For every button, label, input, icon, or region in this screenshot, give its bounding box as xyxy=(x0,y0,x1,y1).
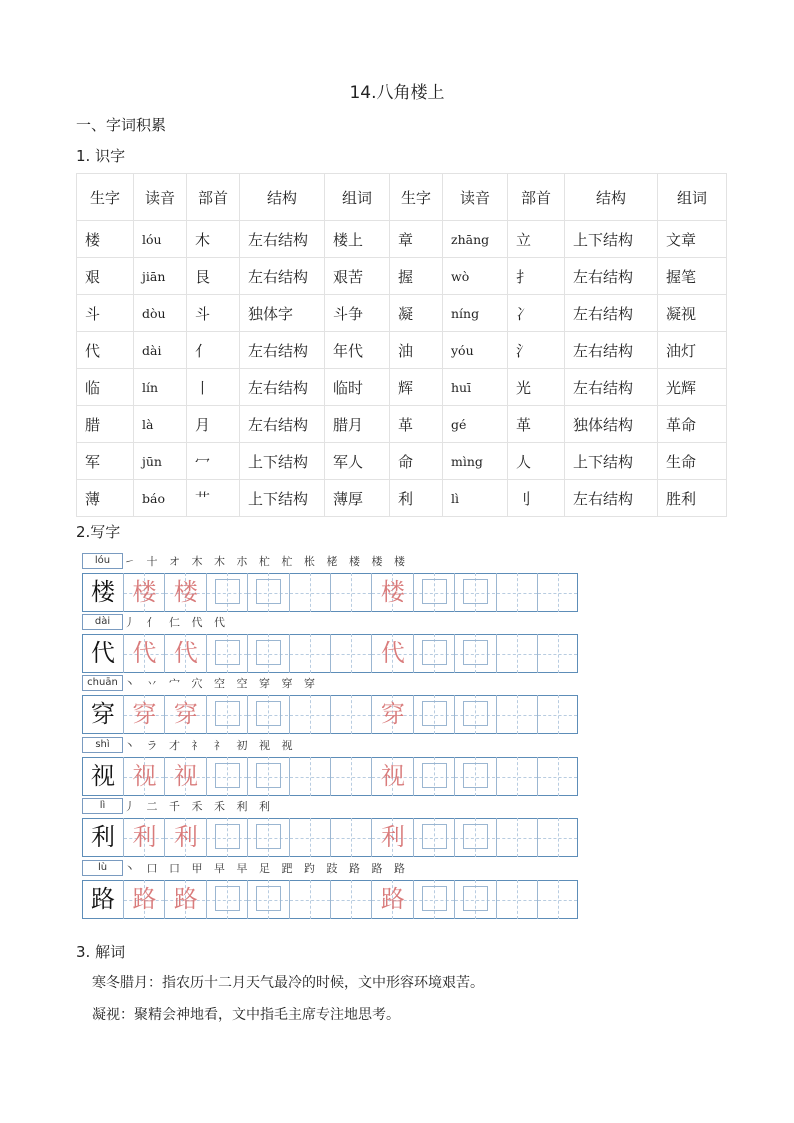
table-cell: 左右结构 xyxy=(240,369,325,406)
table-cell: 临时 xyxy=(325,369,390,406)
trace-character: 路 xyxy=(132,885,157,913)
practice-cell[interactable] xyxy=(413,880,454,919)
practice-cell[interactable] xyxy=(330,573,371,612)
inner-guide-box xyxy=(422,579,447,604)
practice-cell[interactable] xyxy=(537,573,578,612)
writing-row xyxy=(82,798,578,857)
table-cell: gé xyxy=(443,406,508,443)
trace-character: 利 xyxy=(132,823,157,851)
trace-cell xyxy=(164,818,205,857)
inner-guide-box xyxy=(463,763,488,788)
trace-cell xyxy=(164,880,205,919)
table-cell: 左右结构 xyxy=(565,332,658,369)
subsection-writing: 2.写字 xyxy=(76,523,121,541)
table-row xyxy=(77,369,727,406)
practice-cell[interactable] xyxy=(206,757,247,796)
inner-guide-box xyxy=(422,701,447,726)
practice-cell[interactable] xyxy=(289,757,330,796)
practice-cell[interactable] xyxy=(454,695,495,734)
table-cell: 上下结构 xyxy=(240,480,325,517)
table-row xyxy=(77,480,727,517)
table-cell: 艮 xyxy=(187,258,240,295)
table-header-cell: 生字 xyxy=(390,174,443,221)
table-cell: 冫 xyxy=(508,295,565,332)
table-header-cell: 生字 xyxy=(77,174,134,221)
model-character: 代 xyxy=(82,634,123,673)
trace-cell xyxy=(371,573,412,612)
section-heading: 一、字词积累 xyxy=(76,116,167,134)
pinyin-label: lì xyxy=(82,798,123,814)
inner-guide-box xyxy=(215,640,240,665)
practice-cell[interactable] xyxy=(454,634,495,673)
trace-character: 楼 xyxy=(132,578,157,606)
definition-1: 寒冬腊月：指农历十二月天气最冷的时候，文中形容环境艰苦。 xyxy=(92,975,484,991)
stroke-order: 丶 口 口 甲 早 早 足 跁 趵 跂 路 路 路 xyxy=(124,862,409,875)
table-cell: dòu xyxy=(134,295,187,332)
table-cell: 上下结构 xyxy=(565,221,658,258)
inner-guide-box xyxy=(463,579,488,604)
table-cell: 生命 xyxy=(658,443,727,480)
pinyin-label: lù xyxy=(82,860,123,876)
pinyin-label: dài xyxy=(82,614,123,630)
trace-cell xyxy=(164,757,205,796)
practice-cell[interactable] xyxy=(206,695,247,734)
pinyin-label: shì xyxy=(82,737,123,753)
table-cell: 左右结构 xyxy=(240,332,325,369)
trace-character: 路 xyxy=(173,885,198,913)
table-row xyxy=(77,258,727,295)
writing-row xyxy=(82,860,578,919)
table-cell: 人 xyxy=(508,443,565,480)
practice-cell[interactable] xyxy=(496,695,537,734)
stroke-order: 丿 二 千 禾 禾 利 利 xyxy=(124,800,274,813)
inner-guide-box xyxy=(422,886,447,911)
table-cell: báo xyxy=(134,480,187,517)
practice-cell[interactable] xyxy=(206,818,247,857)
table-cell: 命 xyxy=(390,443,443,480)
table-cell: 艰苦 xyxy=(325,258,390,295)
table-cell: mìng xyxy=(443,443,508,480)
table-cell: 文章 xyxy=(658,221,727,258)
table-cell: 上下结构 xyxy=(565,443,658,480)
table-cell: 革 xyxy=(508,406,565,443)
table-cell: zhāng xyxy=(443,221,508,258)
inner-guide-box xyxy=(463,640,488,665)
practice-cell[interactable] xyxy=(496,818,537,857)
trace-cell xyxy=(164,634,205,673)
trace-cell xyxy=(123,757,164,796)
model-character: 穿 xyxy=(82,695,123,734)
table-cell: 左右结构 xyxy=(565,295,658,332)
table-row xyxy=(77,332,727,369)
model-character: 路 xyxy=(82,880,123,919)
inner-guide-box xyxy=(256,763,281,788)
table-cell: 左右结构 xyxy=(565,369,658,406)
stroke-order: 丶 ラ 才 礻 礻 初 视 视 xyxy=(124,739,297,752)
trace-cell xyxy=(371,757,412,796)
table-cell: 冖 xyxy=(187,443,240,480)
practice-cell[interactable] xyxy=(330,880,371,919)
table-cell: lì xyxy=(443,480,508,517)
inner-guide-box xyxy=(463,824,488,849)
table-cell: 薄 xyxy=(77,480,134,517)
table-cell: 握笔 xyxy=(658,258,727,295)
practice-cell[interactable] xyxy=(537,880,578,919)
trace-cell xyxy=(123,880,164,919)
table-cell: 年代 xyxy=(325,332,390,369)
trace-cell xyxy=(123,818,164,857)
trace-character: 穿 xyxy=(380,700,405,728)
table-row xyxy=(77,406,727,443)
table-cell: 胜利 xyxy=(658,480,727,517)
model-character: 利 xyxy=(82,818,123,857)
stroke-order: 丶 丷 宀 穴 空 空 穿 穿 穿 xyxy=(124,677,319,690)
practice-cell[interactable] xyxy=(330,818,371,857)
table-header-cell: 结构 xyxy=(565,174,658,221)
practice-cell[interactable] xyxy=(206,634,247,673)
trace-character: 视 xyxy=(380,762,405,790)
practice-cell[interactable] xyxy=(454,573,495,612)
trace-character: 代 xyxy=(380,639,405,667)
inner-guide-box xyxy=(256,824,281,849)
page-title: 14.八角楼上 xyxy=(349,83,445,103)
trace-cell xyxy=(371,634,412,673)
table-cell: 扌 xyxy=(508,258,565,295)
practice-cell[interactable] xyxy=(413,573,454,612)
table-cell: 左右结构 xyxy=(240,406,325,443)
table-cell: 立 xyxy=(508,221,565,258)
inner-guide-box xyxy=(215,824,240,849)
table-cell: 光 xyxy=(508,369,565,406)
table-cell: dài xyxy=(134,332,187,369)
table-cell: 腊 xyxy=(77,406,134,443)
practice-cell[interactable] xyxy=(537,818,578,857)
table-cell: 光辉 xyxy=(658,369,727,406)
trace-cell xyxy=(371,818,412,857)
inner-guide-box xyxy=(422,763,447,788)
table-cell: lín xyxy=(134,369,187,406)
practice-cell[interactable] xyxy=(247,573,288,612)
table-cell: wò xyxy=(443,258,508,295)
stroke-order: 丿 亻 仁 代 代 xyxy=(124,616,229,629)
table-cell: 凝 xyxy=(390,295,443,332)
table-cell: 军 xyxy=(77,443,134,480)
trace-character: 代 xyxy=(173,639,198,667)
inner-guide-box xyxy=(463,886,488,911)
practice-cell[interactable] xyxy=(247,757,288,796)
practice-cell[interactable] xyxy=(413,818,454,857)
table-cell: níng xyxy=(443,295,508,332)
practice-cell[interactable] xyxy=(454,818,495,857)
writing-row xyxy=(82,553,578,612)
table-cell: 氵 xyxy=(508,332,565,369)
table-header-cell: 组词 xyxy=(658,174,727,221)
table-header-cell: 部首 xyxy=(187,174,240,221)
table-cell: 斗争 xyxy=(325,295,390,332)
stroke-order: ㇀ 十 オ 木 木 朩 杧 杧 枨 栳 楼 楼 楼 xyxy=(124,555,409,568)
model-character: 视 xyxy=(82,757,123,796)
trace-character: 楼 xyxy=(173,578,198,606)
table-cell: jiān xyxy=(134,258,187,295)
practice-cell[interactable] xyxy=(247,818,288,857)
table-cell: 左右结构 xyxy=(565,258,658,295)
trace-character: 穿 xyxy=(132,700,157,728)
inner-guide-box xyxy=(215,579,240,604)
trace-cell xyxy=(164,573,205,612)
practice-cell[interactable] xyxy=(206,573,247,612)
writing-row xyxy=(82,675,578,734)
practice-cell[interactable] xyxy=(247,695,288,734)
practice-cell[interactable] xyxy=(496,880,537,919)
trace-cell xyxy=(123,695,164,734)
inner-guide-box xyxy=(422,824,447,849)
practice-cell[interactable] xyxy=(537,634,578,673)
practice-cell[interactable] xyxy=(496,634,537,673)
practice-cell[interactable] xyxy=(289,818,330,857)
practice-cell[interactable] xyxy=(496,757,537,796)
practice-cell[interactable] xyxy=(247,880,288,919)
table-row xyxy=(77,221,727,258)
trace-character: 视 xyxy=(173,762,198,790)
inner-guide-box xyxy=(215,701,240,726)
table-cell: 亻 xyxy=(187,332,240,369)
writing-row xyxy=(82,737,578,796)
trace-cell xyxy=(371,695,412,734)
table-cell: 木 xyxy=(187,221,240,258)
table-cell: jūn xyxy=(134,443,187,480)
vocab-table xyxy=(76,173,727,517)
trace-cell xyxy=(164,695,205,734)
table-header-cell: 读音 xyxy=(443,174,508,221)
table-row xyxy=(77,443,727,480)
table-cell: 斗 xyxy=(77,295,134,332)
table-cell: yóu xyxy=(443,332,508,369)
trace-cell xyxy=(371,880,412,919)
table-cell: 丨 xyxy=(187,369,240,406)
table-header-cell: 组词 xyxy=(325,174,390,221)
table-cell: 楼上 xyxy=(325,221,390,258)
practice-cell[interactable] xyxy=(330,757,371,796)
practice-cell[interactable] xyxy=(537,695,578,734)
inner-guide-box xyxy=(256,579,281,604)
table-cell: 独体字 xyxy=(240,295,325,332)
table-cell: 左右结构 xyxy=(565,480,658,517)
definition-2: 凝视：聚精会神地看，文中指毛主席专注地思考。 xyxy=(92,1007,400,1023)
table-row xyxy=(77,295,727,332)
table-cell: 上下结构 xyxy=(240,443,325,480)
trace-character: 代 xyxy=(132,639,157,667)
practice-cell[interactable] xyxy=(454,880,495,919)
practice-cell[interactable] xyxy=(289,573,330,612)
practice-cell[interactable] xyxy=(247,634,288,673)
trace-cell xyxy=(123,573,164,612)
writing-row xyxy=(82,614,578,673)
trace-character: 利 xyxy=(380,823,405,851)
table-cell: là xyxy=(134,406,187,443)
table-header-cell: 结构 xyxy=(240,174,325,221)
pinyin-label: chuān xyxy=(82,675,123,691)
table-cell: 临 xyxy=(77,369,134,406)
table-cell: 油 xyxy=(390,332,443,369)
inner-guide-box xyxy=(463,701,488,726)
inner-guide-box xyxy=(215,886,240,911)
table-cell: 薄厚 xyxy=(325,480,390,517)
practice-cell[interactable] xyxy=(454,757,495,796)
table-cell: 辉 xyxy=(390,369,443,406)
table-cell: 油灯 xyxy=(658,332,727,369)
trace-cell xyxy=(123,634,164,673)
trace-character: 路 xyxy=(380,885,405,913)
practice-cell[interactable] xyxy=(413,634,454,673)
trace-character: 视 xyxy=(132,762,157,790)
practice-cell[interactable] xyxy=(330,695,371,734)
subsection-literacy: 1. 识字 xyxy=(76,147,126,165)
table-cell: 楼 xyxy=(77,221,134,258)
trace-character: 穿 xyxy=(173,700,198,728)
practice-cell[interactable] xyxy=(289,634,330,673)
table-cell: lóu xyxy=(134,221,187,258)
trace-character: 利 xyxy=(173,823,198,851)
inner-guide-box xyxy=(422,640,447,665)
practice-cell[interactable] xyxy=(289,695,330,734)
practice-cell[interactable] xyxy=(496,573,537,612)
practice-cell[interactable] xyxy=(289,880,330,919)
practice-cell[interactable] xyxy=(330,634,371,673)
trace-character: 楼 xyxy=(380,578,405,606)
practice-cell[interactable] xyxy=(413,757,454,796)
table-cell: 腊月 xyxy=(325,406,390,443)
table-cell: 代 xyxy=(77,332,134,369)
pinyin-label: lóu xyxy=(82,553,123,569)
table-cell: 独体结构 xyxy=(565,406,658,443)
table-cell: 艰 xyxy=(77,258,134,295)
table-cell: huī xyxy=(443,369,508,406)
inner-guide-box xyxy=(256,701,281,726)
table-cell: 利 xyxy=(390,480,443,517)
inner-guide-box xyxy=(256,640,281,665)
table-cell: 左右结构 xyxy=(240,258,325,295)
table-cell: 月 xyxy=(187,406,240,443)
practice-cell[interactable] xyxy=(537,757,578,796)
table-cell: 章 xyxy=(390,221,443,258)
table-cell: 革 xyxy=(390,406,443,443)
table-cell: 军人 xyxy=(325,443,390,480)
inner-guide-box xyxy=(256,886,281,911)
table-cell: 握 xyxy=(390,258,443,295)
table-cell: 革命 xyxy=(658,406,727,443)
table-cell: 凝视 xyxy=(658,295,727,332)
practice-cell[interactable] xyxy=(206,880,247,919)
practice-cell[interactable] xyxy=(413,695,454,734)
table-cell: 艹 xyxy=(187,480,240,517)
inner-guide-box xyxy=(215,763,240,788)
table-header-cell: 部首 xyxy=(508,174,565,221)
table-cell: 刂 xyxy=(508,480,565,517)
subsection-definitions: 3. 解词 xyxy=(76,943,126,961)
table-header-cell: 读音 xyxy=(134,174,187,221)
table-cell: 左右结构 xyxy=(240,221,325,258)
table-cell: 斗 xyxy=(187,295,240,332)
model-character: 楼 xyxy=(82,573,123,612)
